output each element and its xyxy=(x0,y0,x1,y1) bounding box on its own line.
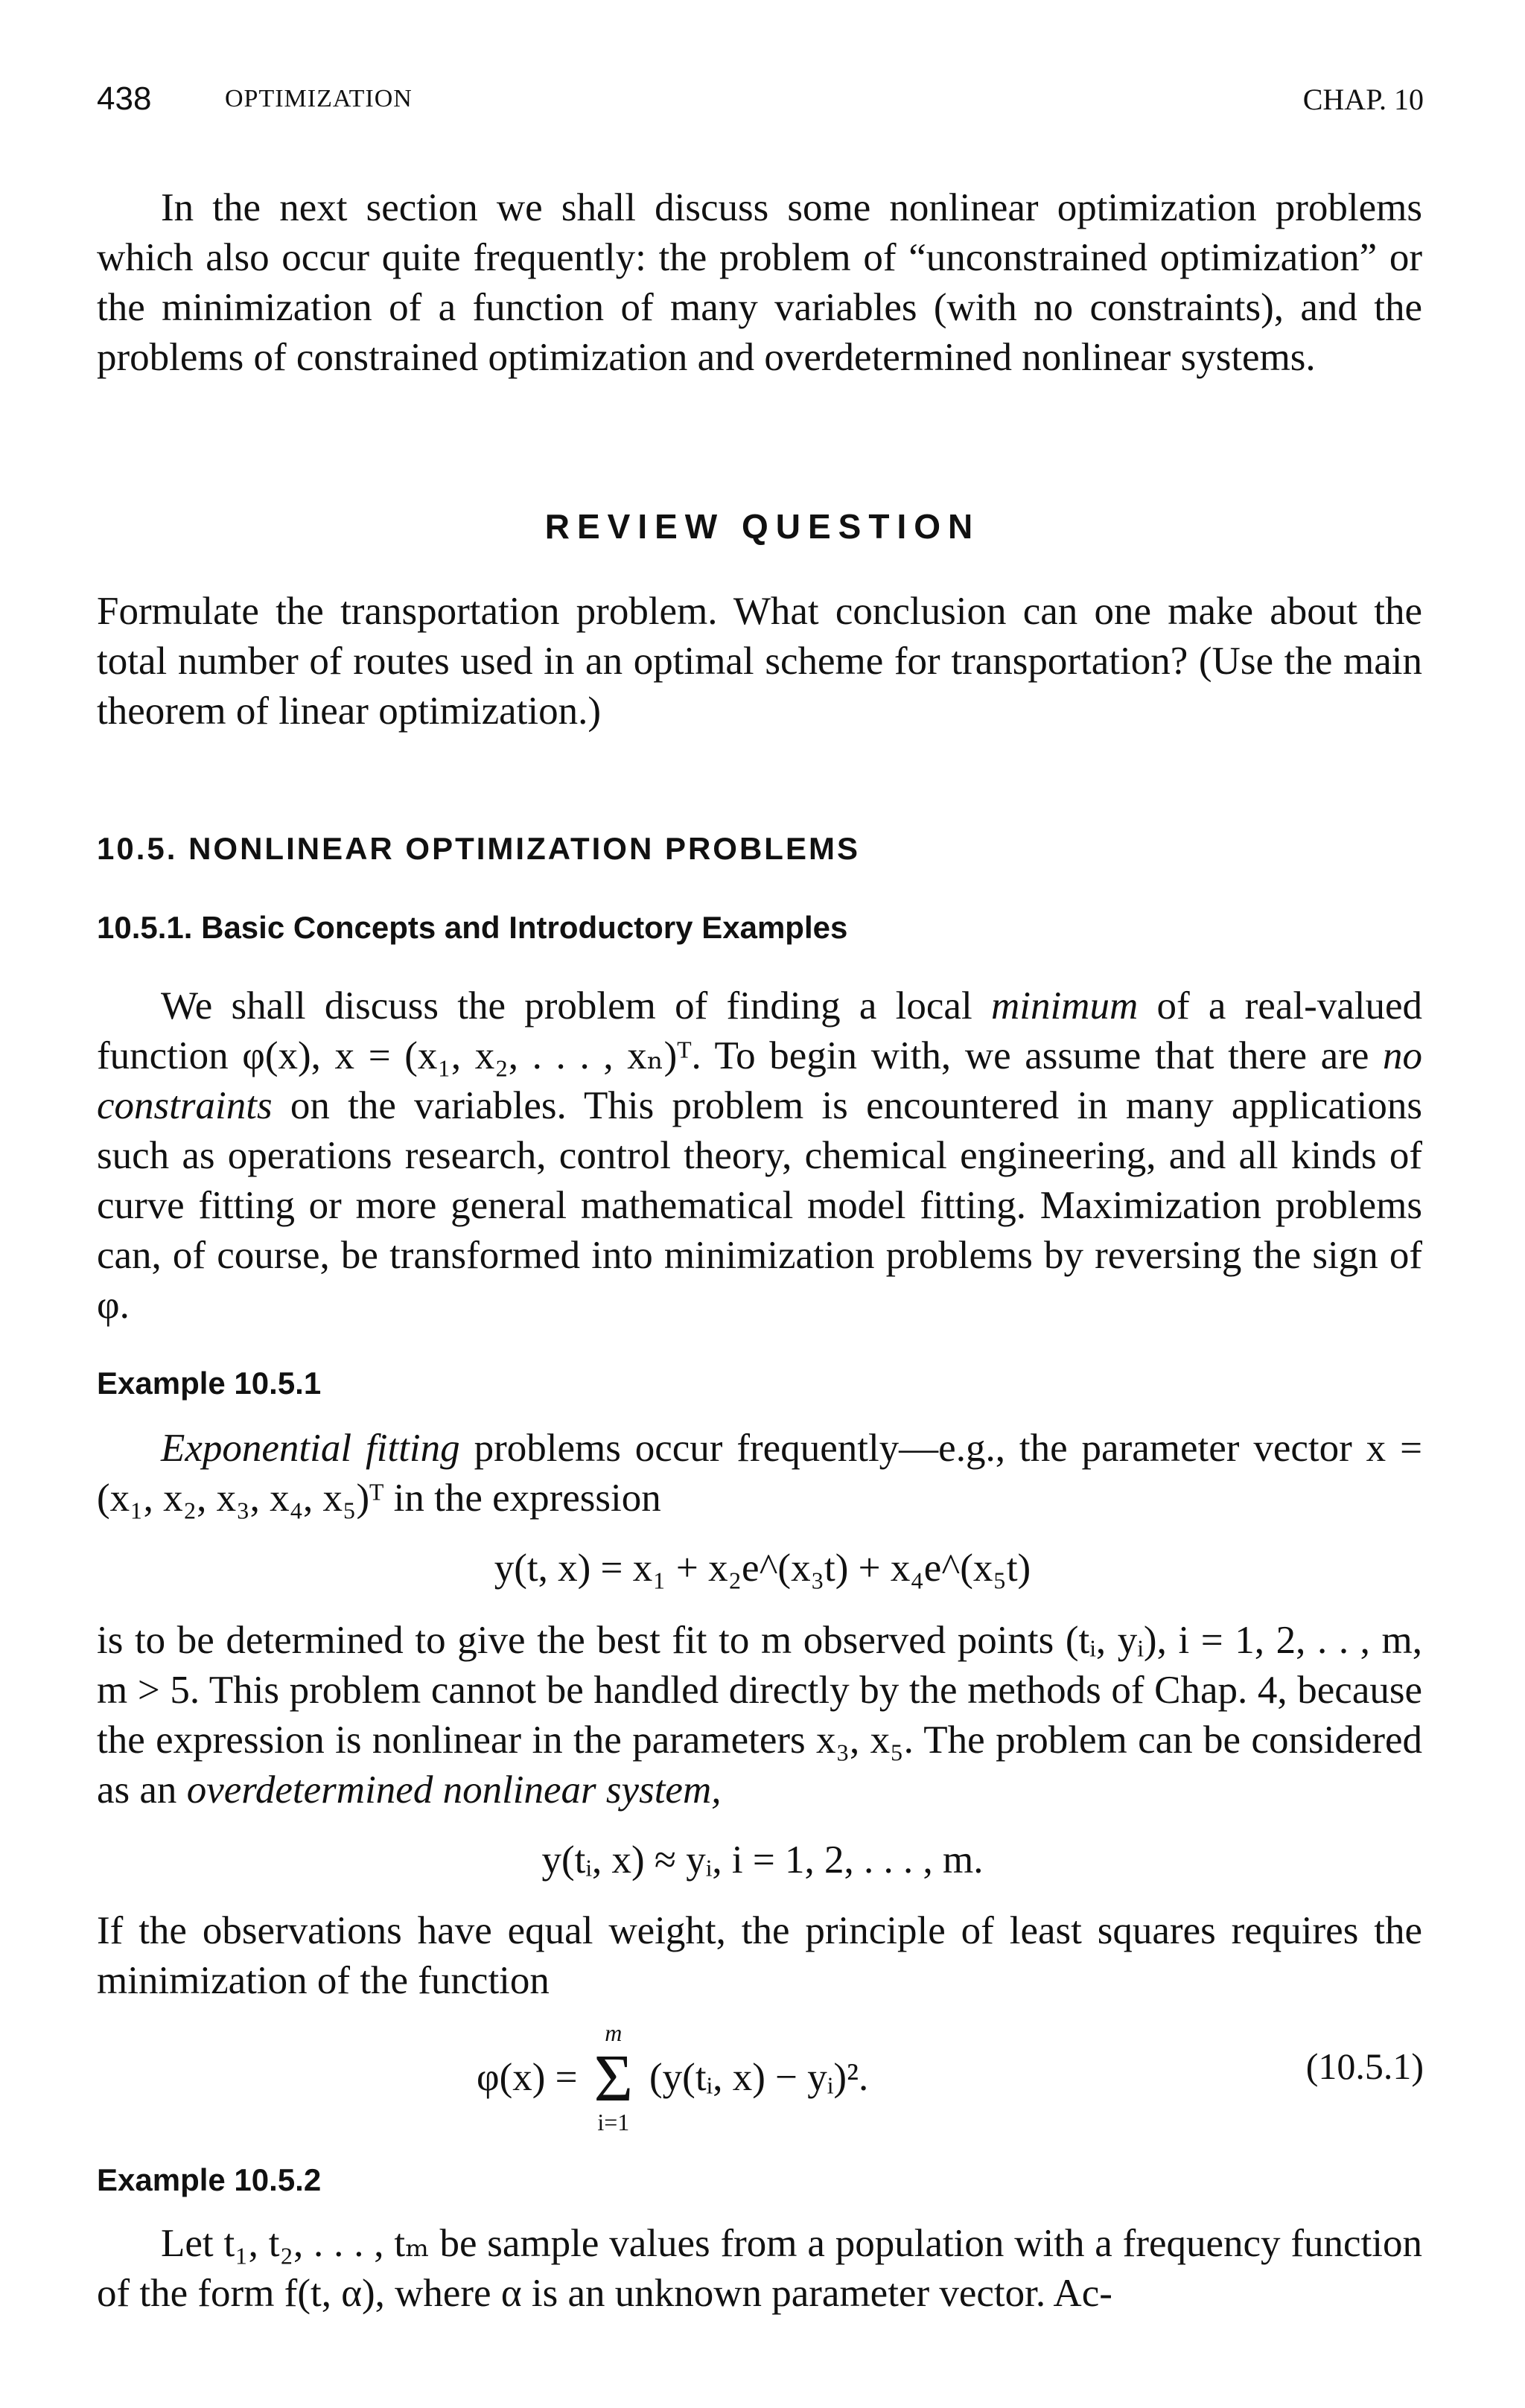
example-1-least-squares-block xyxy=(97,1906,1422,2006)
running-title: OPTIMIZATION xyxy=(225,85,413,112)
section-paragraph xyxy=(97,981,1422,1331)
equation-number: (10.5.1) xyxy=(1305,2045,1424,2087)
sum-operator xyxy=(588,2019,640,2135)
review-heading: REVIEW QUESTION xyxy=(544,507,981,546)
example-1-intro xyxy=(97,1424,1422,1523)
section-heading: 10.5. NONLINEAR OPTIMIZATION PROBLEMS xyxy=(97,831,860,866)
equation-model: y(t, x) = x₁ + x₂e^(x₃t) + x₄e^(x₅t) xyxy=(494,1547,1031,1590)
example-1-intro-text: problems occur frequently—e.g., the parameter vector x = (x₁, x₂, x₃, x₄, x₅)ᵀ in the expression xyxy=(97,1427,1422,1520)
emphasis-no-constraints: no constraints xyxy=(97,1034,1422,1127)
example-1-least-squares: If the observations have equal weight, the principle of least squares requires the minimization of the function xyxy=(97,1909,1422,2002)
review-block xyxy=(97,587,1422,736)
intro-paragraph: In the next section we shall discuss some nonlinear optimization problems which also occur quite frequently: the problem of “unconstrained optimization” or the minimization of a function of many variables (with no constraints), and the problems of constrained optimization and overdetermined nonlinear systems. xyxy=(97,186,1422,379)
chapter-label: CHAP. 10 xyxy=(1302,83,1424,116)
section-text-1: We shall discuss the problem of finding a local xyxy=(161,984,991,1028)
example-1-heading: Example 10.5.1 xyxy=(97,1366,322,1401)
section-text-2: of a real-valued function φ(x), x = (x₁, x₂, . . . , xₙ)ᵀ. To begin with, we assume that there are xyxy=(97,984,1422,1077)
example-1-body xyxy=(97,1616,1422,1815)
emphasis-exponential-fitting: Exponential fitting xyxy=(161,1427,460,1470)
sigma-symbol: Σ xyxy=(593,2042,633,2115)
equation-system: y(tᵢ, x) ≈ yᵢ, i = 1, 2, . . . , m. xyxy=(541,1838,984,1882)
equation-least-squares xyxy=(477,2019,869,2135)
example-1-body-text: is to be determined to give the best fit to m observed points (tᵢ, yᵢ), i = 1, 2, . . , m, m > 5. This problem cannot be handled directly by the methods of Chap. 4, because the expression is nonlinear in the parameters x₃, x₅. The problem can be considered as an xyxy=(97,1619,1422,1812)
section-text-3: on the variables. This problem is encountered in many applications such as operations research, control theory, chemical engineering, and all kinds of curve fitting or more general mathematical model fitting. Maximization problems can, of course, be transformed into minimization problems by reversing the sign of φ. xyxy=(97,1084,1422,1327)
equation-lhs: φ(x) = xyxy=(477,2056,588,2099)
example-2-heading: Example 10.5.2 xyxy=(97,2162,322,2197)
intro-paragraph-block xyxy=(97,183,1422,383)
example-1-intro-block xyxy=(97,1424,1422,1523)
emphasis-minimum: minimum xyxy=(990,984,1139,1028)
sum-lower-limit: i=1 xyxy=(597,2109,630,2135)
equation-rhs: (y(tᵢ, x) − yᵢ)². xyxy=(639,2056,869,2099)
review-text: Formulate the transportation problem. What conclusion can one make about the total number of routes used in an optimal scheme for transportation? (Use the main theorem of linear optimization.) xyxy=(97,590,1422,733)
sum-upper-limit: m xyxy=(605,2019,623,2046)
example-2-block xyxy=(97,2219,1422,2319)
example-1-body-block xyxy=(97,1616,1422,1815)
section-paragraph-block xyxy=(97,981,1422,1331)
subsection-heading: 10.5.1. Basic Concepts and Introductory Examples xyxy=(97,910,848,945)
example-2-text: Let t₁, t₂, . . . , tₘ be sample values from a population with a frequency function of the form f(t, α), where α is an unknown parameter vector. Ac- xyxy=(97,2222,1422,2315)
emphasis-overdetermined: overdetermined nonlinear system, xyxy=(186,1768,722,1812)
page-number: 438 xyxy=(97,80,152,117)
